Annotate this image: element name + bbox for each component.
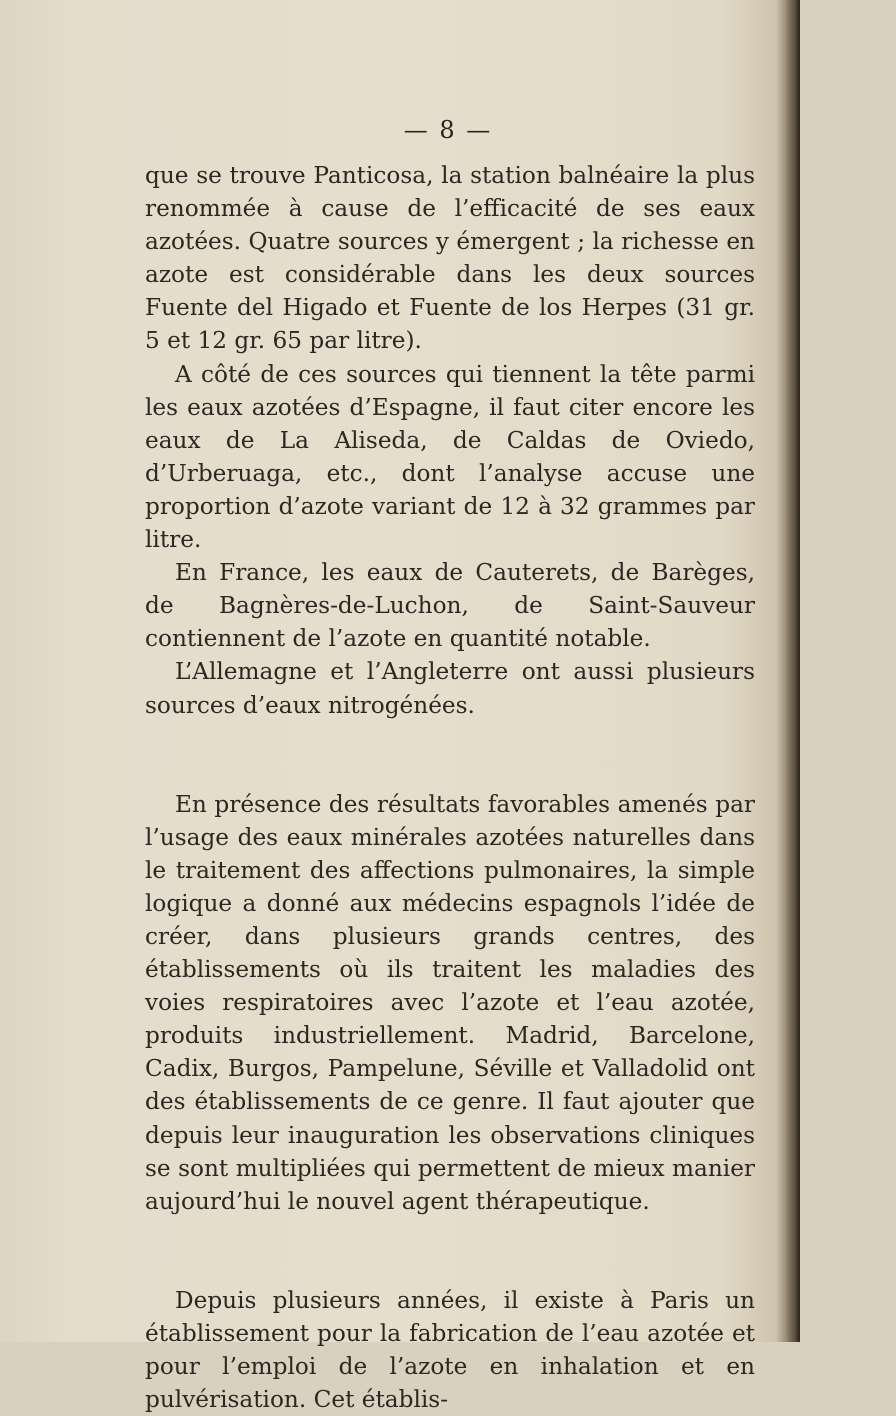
paragraph-2: A côté de ces sources qui tiennent la tête parmi les eaux azotées d’Espagne, il faut citer encore les eaux de La Aliseda, de Caldas de Oviedo, d’Urberuaga, etc., dont l’analyse accuse une proportion d’azote variant de 12 à 32 grammes par litre. [145, 360, 755, 554]
section-gap [145, 722, 755, 788]
section-gap [145, 1218, 755, 1284]
paragraph-5: En présence des résultats favorables amenés par l’usage des eaux minérales azotées naturelles dans le traitement des affections pulmonaires, la simple logique a donné aux médecins espagnols l’idée de créer, dans plusieurs grands centres, des établissements où ils traitent les maladies des voies respiratoires avec l’azote et l’eau azotée, produits industriellement. Madrid, Barcelone, Cadix, Burgos, Pampelune, Séville et Valladolid ont des établissements de ce genre. Il faut ajouter que depuis leur inauguration les observations cliniques se sont multipliées qui permettent de mieux manier aujourd’hui le nouvel agent thérapeutique. [145, 790, 755, 1215]
paragraph-3: En France, les eaux de Cauterets, de Barèges, de Bagnères-de-Luchon, de Saint-Sauveur contiennent de l’azote en quantité notable. [145, 559, 755, 653]
paragraph-4: L’Allemagne et l’Angleterre ont aussi plusieurs sources d’eaux nitrogénées. [145, 658, 755, 719]
paragraph-6: Depuis plusieurs années, il existe à Paris un établissement pour la fabrication de l’eau azotée et pour l’emploi de l’azote en inhalation et en pulvérisation. Cet établis- [145, 1286, 755, 1414]
page-text [145, 159, 755, 1416]
paragraph-1: que se trouve Panticosa, la station balnéaire la plus renommée à cause de l’efficacité de ses eaux azotées. Quatre sources y émergent ; la richesse en azote est considérable dans les deux sources Fuente del Higado et Fuente de los Herpes (31 gr. 5 et 12 gr. 65 par litre). [145, 162, 755, 355]
page-number: — 8 — [403, 116, 493, 144]
